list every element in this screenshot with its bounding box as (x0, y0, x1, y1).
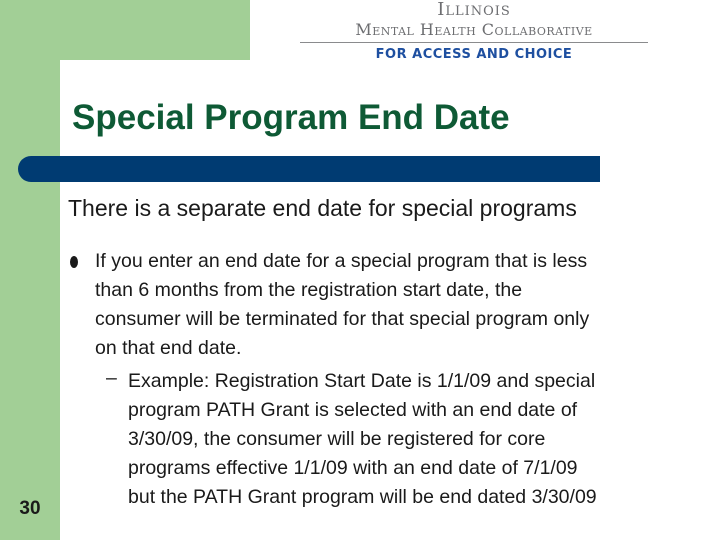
top-accent-band (0, 0, 250, 60)
sub-bullet-text: If you enter an end date for a special program that is less than 6 months from the registration start date, the consumer will be terminated for that special program only on that end date. (95, 250, 590, 359)
slide-title: Special Program End Date (72, 98, 510, 137)
corner-curve (60, 60, 100, 100)
main-bullet-text: There is a separate end date for special programs (68, 195, 577, 221)
logo-line-collaborative: Mental Health Collaborative (355, 20, 593, 39)
title-underline-bar (18, 156, 600, 182)
logo-divider (300, 42, 648, 43)
logo-line-illinois: Illinois (437, 0, 511, 20)
left-accent-bar (0, 0, 60, 540)
dash-bullet-icon: – (106, 367, 117, 389)
example-text: Example: Registration Start Date is 1/1/09 and special program PATH Grant is selected with an end date of 3/30/09, the consumer will be registered for core programs effective 1/1/09 with an end date of 7/1/09 but the PATH Grant program will be end dated 3/30/09 (128, 370, 597, 508)
organization-logo (296, 0, 652, 64)
bullet-dot-icon (70, 256, 78, 268)
logo-line-tagline: FOR ACCESS AND CHOICE (375, 47, 573, 62)
slide-number: 30 (19, 498, 41, 519)
